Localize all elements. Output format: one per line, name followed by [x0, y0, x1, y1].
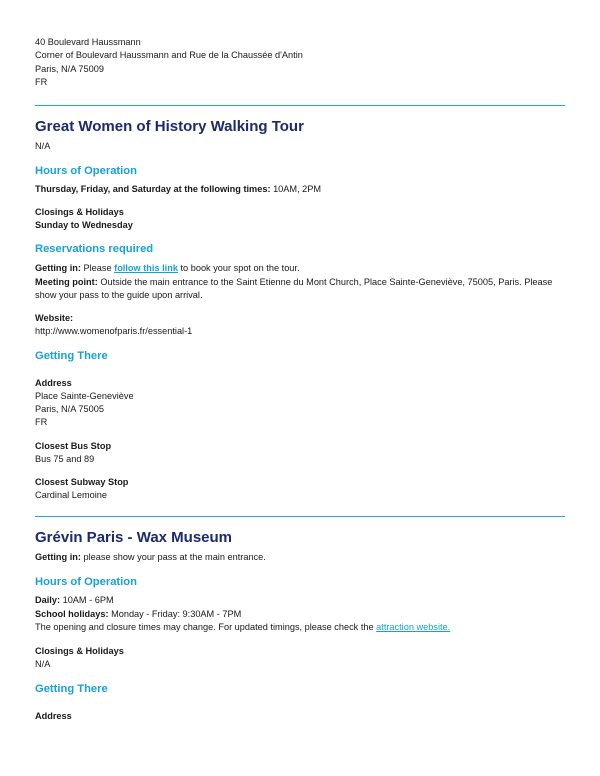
tour-meeting-line-1: [35, 276, 552, 289]
museum-closings-value: N/A: [35, 659, 51, 669]
section-divider: [35, 516, 565, 517]
tour-meeting-text-1: Outside the main entrance to the Saint Etienne du Mont Church, Place Sainte-Geneviève, 75005, Paris. Please: [97, 277, 553, 287]
tour-getting-in-post: to book your spot on the tour.: [177, 263, 300, 273]
tour-address-line-1: Place Sainte-Geneviève: [35, 391, 134, 401]
museum-address-label: Address: [35, 711, 72, 721]
tour-hours-label: Thursday, Friday, and Saturday at the following times:: [35, 184, 271, 194]
tour-getting-in-pre: Please: [80, 263, 115, 273]
tour-subtitle: N/A: [35, 141, 51, 151]
tour-website-label: Website:: [35, 313, 74, 323]
tour-hours-heading: Hours of Operation: [35, 165, 137, 177]
top-address-line-2: Corner of Boulevard Haussmann and Rue de la Chaussée d'Antin: [35, 50, 303, 60]
museum-getting-in-line: [35, 551, 266, 564]
tour-address-line-3: FR: [35, 417, 48, 427]
tour-subway-label: Closest Subway Stop: [35, 477, 129, 487]
museum-note-line: [35, 621, 450, 634]
museum-school-label: School holidays:: [35, 609, 109, 619]
tour-getting-in-line: [35, 262, 300, 275]
tour-title: Great Women of History Walking Tour: [35, 118, 304, 135]
museum-getting-there-heading: Getting There: [35, 683, 108, 695]
tour-meeting-text-2: show your pass to the guide upon arrival.: [35, 290, 203, 300]
museum-school-value: Monday - Friday: 9:30AM - 7PM: [108, 609, 242, 619]
tour-bus-label: Closest Bus Stop: [35, 441, 112, 451]
museum-closings-label: Closings & Holidays: [35, 646, 124, 656]
tour-closings-value: Sunday to Wednesday: [35, 220, 133, 230]
tour-getting-there-heading: Getting There: [35, 350, 108, 362]
tour-address-line-2: Paris, N/A 75005: [35, 404, 104, 414]
tour-address-label: Address: [35, 378, 72, 388]
museum-daily-label: Daily:: [35, 595, 61, 605]
museum-getting-in-text: please show your pass at the main entrance.: [80, 552, 266, 562]
tour-meeting-label: Meeting point:: [35, 277, 98, 287]
museum-daily-line: [35, 594, 114, 607]
top-address-line-3: Paris, N/A 75009: [35, 64, 104, 74]
museum-title: Grévin Paris - Wax Museum: [35, 529, 233, 546]
museum-daily-value: 10AM - 6PM: [60, 595, 114, 605]
tour-reservations-heading: Reservations required: [35, 243, 154, 255]
tour-hours-line: [35, 183, 321, 196]
museum-school-line: [35, 608, 241, 621]
tour-closings-label: Closings & Holidays: [35, 207, 124, 217]
attraction-website-link[interactable]: attraction website.: [376, 622, 451, 632]
tour-hours-value: 10AM, 2PM: [270, 184, 322, 194]
tour-website-value: http://www.womenofparis.fr/essential-1: [35, 326, 193, 336]
tour-bus-value: Bus 75 and 89: [35, 454, 95, 464]
section-divider: [35, 105, 565, 106]
museum-hours-heading: Hours of Operation: [35, 576, 137, 588]
tour-subway-value: Cardinal Lemoine: [35, 490, 108, 500]
museum-getting-in-label: Getting in:: [35, 552, 81, 562]
top-address-line-1: 40 Boulevard Haussmann: [35, 37, 141, 47]
book-tour-link[interactable]: follow this link: [114, 263, 178, 273]
tour-getting-in-label: Getting in:: [35, 263, 81, 273]
museum-note-text: The opening and closure times may change. For updated timings, please check the: [35, 622, 377, 632]
top-address-line-4: FR: [35, 77, 48, 87]
